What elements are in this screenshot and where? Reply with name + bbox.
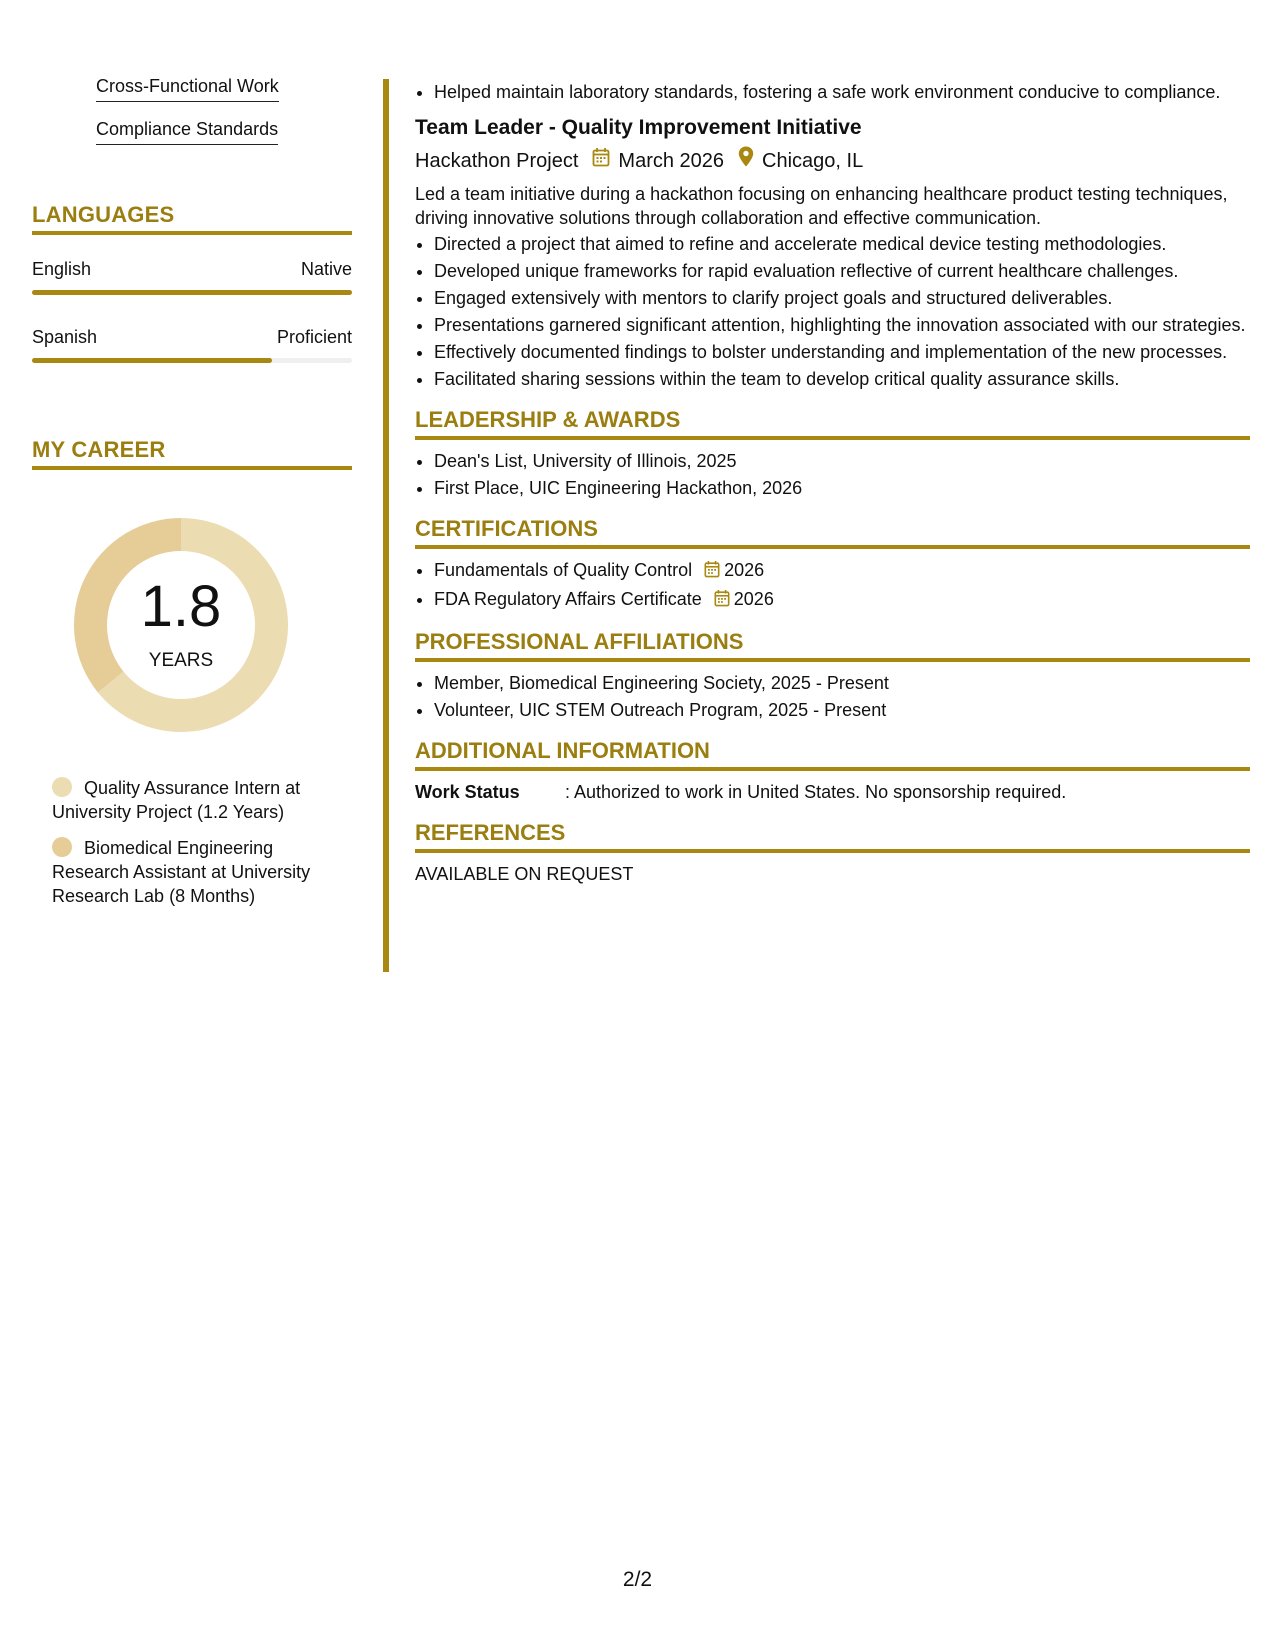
list-item: • Effectively documented findings to bolster understanding and implementation of the new processes. [434, 340, 1250, 364]
list-item [434, 558, 1250, 584]
list-item: • Developed unique frameworks for rapid evaluation reflective of current healthcare challenges. [434, 259, 1250, 283]
list-item: • Facilitated sharing sessions within the team to develop critical quality assurance skills. [434, 367, 1250, 391]
legend-dot [52, 837, 72, 857]
list-item: • First Place, UIC Engineering Hackathon, 2026 [434, 476, 1250, 500]
certification-year: 2026 [724, 560, 765, 580]
language-name: English [32, 259, 92, 279]
references-text: AVAILABLE ON REQUEST [415, 864, 634, 884]
list-item: • Directed a project that aimed to refine and accelerate medical device testing methodologies. [434, 232, 1250, 256]
calendar-icon [592, 147, 610, 175]
career-legend-item [52, 836, 352, 908]
calendar-icon [704, 560, 720, 584]
job-bullets [415, 232, 1250, 391]
left-column [32, 76, 352, 920]
career-legend-label: Quality Assurance Intern at University Project (1.2 Years) [52, 778, 301, 822]
language-bar-fill [32, 290, 352, 295]
certifications-heading: CERTIFICATIONS [415, 516, 1250, 549]
job-date: March 2026 [618, 149, 725, 172]
list-item: • Member, Biomedical Engineering Society, 2025 - Present [434, 671, 1250, 695]
job-title: Team Leader - Quality Improvement Initiative [415, 116, 862, 139]
language-bar [32, 358, 352, 363]
list-item: • Dean's List, University of Illinois, 2025 [434, 449, 1250, 473]
career-legend [52, 776, 352, 908]
work-status-value: : Authorized to work in United States. No sponsorship required. [565, 782, 1067, 802]
legend-dot [52, 777, 72, 797]
list-item [434, 587, 1250, 613]
career-legend-label: Biomedical Engineering Research Assistant at University Research Lab (8 Months) [52, 838, 311, 906]
career-legend-item [52, 776, 352, 824]
certification-name: FDA Regulatory Affairs Certificate [434, 589, 702, 609]
additional-info-heading: ADDITIONAL INFORMATION [415, 738, 1250, 771]
leadership-list [415, 449, 1250, 500]
career-donut-chart [66, 510, 296, 740]
career-total-value: 1.8 [140, 574, 222, 639]
job-location: Chicago, IL [762, 149, 864, 172]
certification-year: 2026 [733, 589, 774, 609]
certification-name: Fundamentals of Quality Control [434, 560, 693, 580]
skill-tag: Compliance Standards [96, 119, 278, 145]
right-column [415, 80, 1250, 886]
skills-list [96, 76, 352, 162]
job-org: Hackathon Project [415, 149, 579, 172]
references-heading: REFERENCES [415, 820, 1250, 853]
languages-heading: LANGUAGES [32, 202, 352, 235]
calendar-icon [714, 589, 730, 613]
experience-bullets-continued [415, 80, 1250, 104]
leadership-heading: LEADERSHIP & AWARDS [415, 407, 1250, 440]
language-name: Spanish [32, 327, 98, 347]
list-item: • Engaged extensively with mentors to clarify project goals and structured deliverables. [434, 286, 1250, 310]
work-status-label: Work Status [415, 782, 520, 802]
location-pin-icon [738, 146, 754, 175]
language-level: Proficient [276, 327, 352, 347]
language-item [32, 259, 352, 295]
language-bar-fill [32, 358, 272, 363]
column-divider [383, 79, 389, 972]
list-item: • Presentations garnered significant attention, highlighting the innovation associated with our strategies. [434, 313, 1250, 337]
affiliations-list [415, 671, 1250, 722]
affiliations-heading: PROFESSIONAL AFFILIATIONS [415, 629, 1250, 662]
list-item: • Helped maintain laboratory standards, fostering a safe work environment conducive to compliance. [434, 80, 1250, 104]
job-meta [415, 146, 1250, 175]
certifications-list [415, 558, 1250, 613]
career-heading: MY CAREER [32, 437, 352, 470]
language-level: Native [300, 259, 352, 279]
career-total-unit: YEARS [148, 650, 214, 671]
page-number: 2/2 [622, 1568, 653, 1591]
list-item: • Volunteer, UIC STEM Outreach Program, 2025 - Present [434, 698, 1250, 722]
skill-tag: Cross-Functional Work [96, 76, 279, 102]
language-bar [32, 290, 352, 295]
job-description: Led a team initiative during a hackathon focusing on enhancing healthcare product testing techniques, driving innovative solutions through collaboration and effective communication. [415, 184, 1228, 228]
work-status-row [415, 780, 1250, 804]
language-item [32, 327, 352, 363]
